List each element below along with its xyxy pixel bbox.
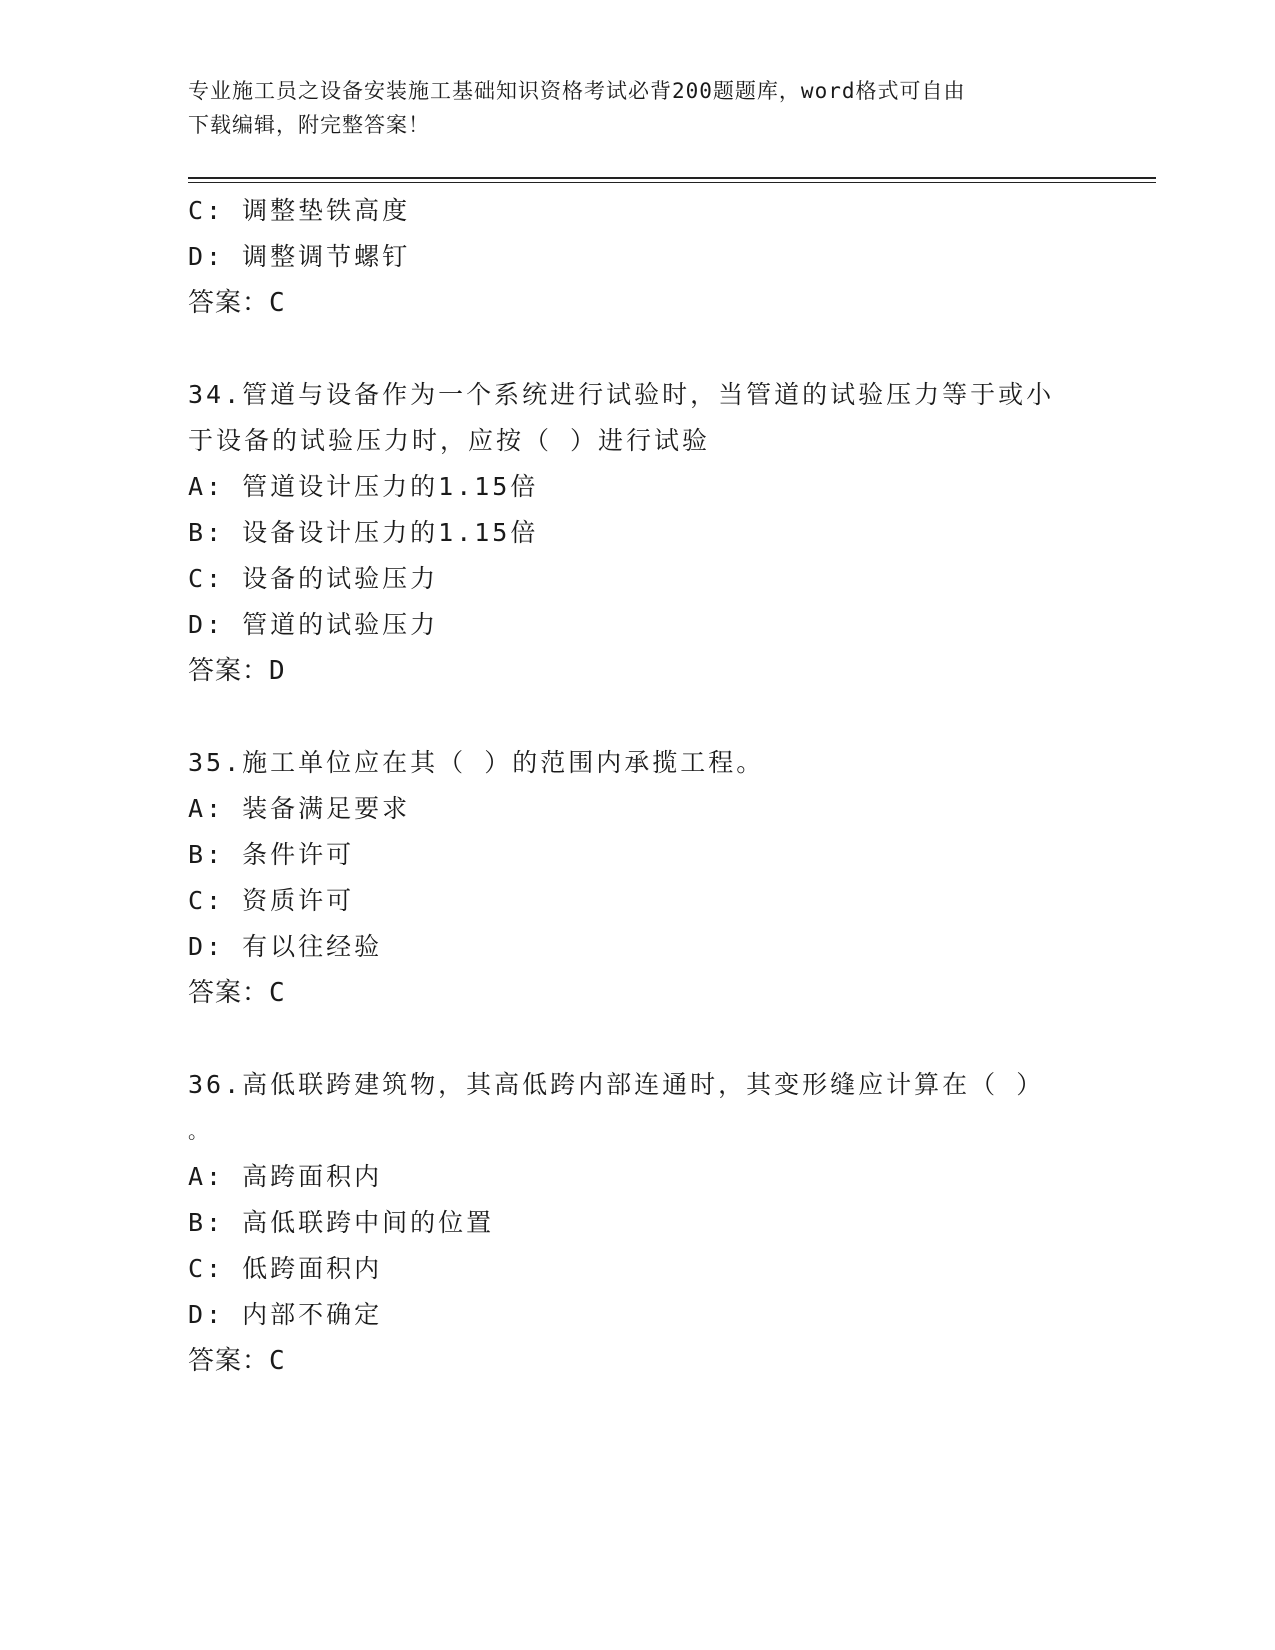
option-a: A: 高跨面积内 [188,1162,383,1191]
header-divider-thin [188,182,1156,183]
option-d: D: 有以往经验 [188,932,383,961]
option-c: C: 低跨面积内 [188,1254,383,1283]
question-text-line: 34.管道与设备作为一个系统进行试验时，当管道的试验压力等于或小 [188,380,1055,409]
question-text-line: 35.施工单位应在其（ ）的范围内承揽工程。 [188,748,765,777]
option-d: D: 调整调节螺钉 [188,242,411,271]
spacer [188,326,1148,372]
option-a: A: 管道设计压力的1.15倍 [188,472,539,501]
header-line-1: 专业施工员之设备安装施工基础知识资格考试必背200题题库，word格式可自由 [188,79,966,103]
answer-line: 答案：C [188,288,286,318]
document-header [188,74,1088,142]
option-d: D: 管道的试验压力 [188,610,439,639]
carryover-question [188,188,1148,326]
answer-line: 答案：D [188,656,286,686]
question-text-line: 36.高低联跨建筑物，其高低跨内部连通时，其变形缝应计算在（ ） [188,1070,1045,1099]
option-c: C: 资质许可 [188,886,355,915]
spacer [188,1016,1148,1062]
spacer [188,694,1148,740]
question-35 [188,740,1148,1016]
option-c: C: 设备的试验压力 [188,564,439,593]
option-d: D: 内部不确定 [188,1300,383,1329]
document-body [188,188,1148,1384]
question-34 [188,372,1148,694]
option-a: A: 装备满足要求 [188,794,411,823]
question-36 [188,1062,1148,1384]
answer-line: 答案：C [188,1346,286,1376]
question-text-line: 。 [188,1119,211,1143]
option-c: C: 调整垫铁高度 [188,196,411,225]
option-b: B: 条件许可 [188,840,355,869]
question-text-line: 于设备的试验压力时，应按（ ）进行试验 [188,426,711,455]
answer-line: 答案：C [188,978,286,1008]
header-divider-thick [188,177,1156,179]
option-b: B: 设备设计压力的1.15倍 [188,518,539,547]
option-b: B: 高低联跨中间的位置 [188,1208,495,1237]
header-line-2: 下载编辑，附完整答案！ [188,113,430,137]
